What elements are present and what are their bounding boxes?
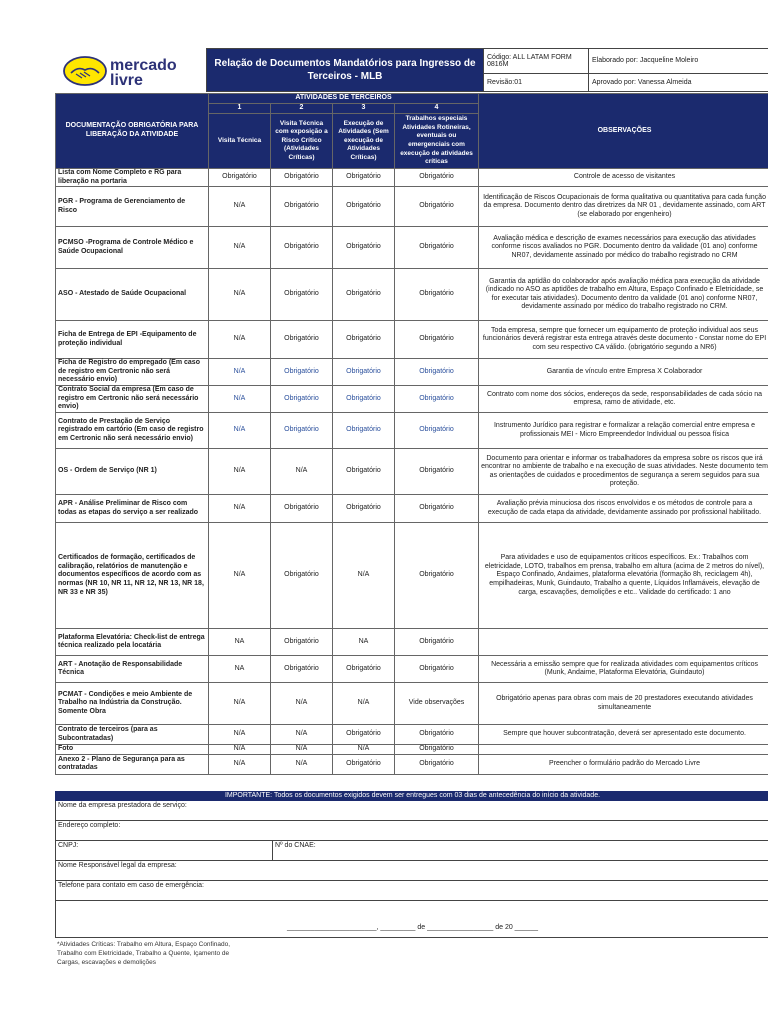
activity-2-requirement: Obrigatório <box>271 359 333 386</box>
table-row <box>56 629 768 656</box>
observation: Garantia da aptidão do colaborador após avaliação médica para execução da atividade (indicado no ASO as aptidões de trabalho em Altura, Espaço Confinado e Eletricidade, se for executar tais atividades). Documento dentro da validade (01 ano) conforme NR07, devidamente assinado por médico do trabalho registrado no CRM. <box>479 269 768 321</box>
activity-3-requirement: N/A <box>333 683 395 725</box>
observation: Controle de acesso de visitantes <box>479 169 768 187</box>
observation: Avaliação prévia minuciosa dos riscos envolvidos e os métodos de controle para a execução de cada etapa da atividade, devidamente assinado por profissional habilitado. <box>479 495 768 523</box>
activity-number: 1 <box>209 104 271 114</box>
activity-1-requirement: N/A <box>209 495 271 523</box>
document-name: Plataforma Elevatória: Check-list de entrega técnica realizado pela locatária <box>56 629 209 656</box>
activity-4-requirement: Obrigatório <box>395 227 479 269</box>
activity-2-requirement: Obrigatório <box>271 656 333 683</box>
activity-label: Execução de Atividades (Sem execução de Atividades Críticas) <box>333 114 395 169</box>
legal-rep-field[interactable] <box>55 861 768 881</box>
cnpj-cnae-row <box>55 841 768 861</box>
activity-3-requirement: Obrigatório <box>333 449 395 495</box>
document-header <box>206 48 768 92</box>
document-name: Anexo 2 - Plano de Segurança para as contratadas <box>56 754 209 774</box>
activity-4-requirement: Obrigatório <box>395 629 479 656</box>
important-banner: IMPORTANTE: Todos os documentos exigidos devem ser entregues com 03 dias de antecedência do início da atividade. <box>55 791 768 801</box>
document-name: PCMAT - Condições e meio Ambiente de Trabalho na Indústria da Construção. Somente Obra <box>56 683 209 725</box>
observation: Necessária a emissão sempre que for realizada atividades com equipamentos críticos (Munk, Andaime, Plataforma Elevatória, Guindauto) <box>479 656 768 683</box>
activity-3-requirement: Obrigatório <box>333 656 395 683</box>
activity-1-requirement: Obrigatório <box>209 169 271 187</box>
activity-4-requirement: Obrigatório <box>395 656 479 683</box>
activity-4-requirement: Obrigatório <box>395 321 479 359</box>
activity-4-requirement: Obrigatório <box>395 449 479 495</box>
address-label: Endereço completo: <box>58 822 121 829</box>
observation <box>479 745 768 755</box>
activity-1-requirement: NA <box>209 629 271 656</box>
legal-rep-label: Nome Responsável legal da empresa: <box>58 862 177 869</box>
critical-activities-footnote: *Atividades Críticas: Trabalho em Altura, Espaço Confinado, Trabalho com Eletricidade, Trabalho a Quente, Içamento de Cargas, escavações e demolições <box>57 941 231 966</box>
doc-column-header: DOCUMENTAÇÃO OBRIGATÓRIA PARA LIBERAÇÃO DA ATIVIDADE <box>56 94 209 169</box>
activity-4-requirement: Obrigatório <box>395 386 479 413</box>
activity-3-requirement: Obrigatório <box>333 495 395 523</box>
observation: Toda empresa, sempre que fornecer um equipamento de proteção individual aos seus funcionários deverá registrar esta entrega através deste documento - Constar nome do EPI com seu respectivo CA válido. (obrigatório segundo a NR6) <box>479 321 768 359</box>
activity-2-requirement: Obrigatório <box>271 227 333 269</box>
table-row <box>56 321 768 359</box>
activity-4-requirement: Obrigatório <box>395 754 479 774</box>
activity-2-requirement: Obrigatório <box>271 413 333 449</box>
document-name: Contrato de terceiros (para as Subcontratadas) <box>56 725 209 745</box>
activity-2-requirement: Obrigatório <box>271 269 333 321</box>
documents-table <box>55 93 768 775</box>
activity-4-requirement: Obrigatório <box>395 187 479 227</box>
activity-label: Visita Técnica com exposição a Risco Crítico (Atividades Críticas) <box>271 114 333 169</box>
emergency-phone-field[interactable] <box>55 881 768 901</box>
activity-2-requirement: Obrigatório <box>271 321 333 359</box>
observations-header: OBSERVAÇÕES <box>479 94 768 169</box>
date-signature-field[interactable] <box>55 901 768 938</box>
activity-3-requirement: Obrigatório <box>333 413 395 449</box>
document-name: Lista com Nome Completo e RG para liberação na portaria <box>56 169 209 187</box>
observation: Garantia de vínculo entre Empresa X Colaborador <box>479 359 768 386</box>
activity-4-requirement: Vide observações <box>395 683 479 725</box>
table-row <box>56 745 768 755</box>
activity-3-requirement: N/A <box>333 523 395 629</box>
activity-3-requirement: N/A <box>333 745 395 755</box>
activity-1-requirement: N/A <box>209 754 271 774</box>
form-code: Código: ALL LATAM FORM 0816M <box>484 49 589 74</box>
activity-2-requirement: N/A <box>271 449 333 495</box>
observation: Preencher o formulário padrão do Mercado Livre <box>479 754 768 774</box>
table-row <box>56 169 768 187</box>
table-row <box>56 725 768 745</box>
table-row <box>56 523 768 629</box>
document-name: PGR - Programa de Gerenciamento de Risco <box>56 187 209 227</box>
cnpj-label: CNPJ: <box>58 842 79 849</box>
activity-1-requirement: N/A <box>209 449 271 495</box>
activity-1-requirement: N/A <box>209 523 271 629</box>
table-row <box>56 754 768 774</box>
document-name: Ficha de Registro do empregado (Em caso de registro em Certronic não será necessário envio) <box>56 359 209 386</box>
table-row <box>56 683 768 725</box>
activity-2-requirement: Obrigatório <box>271 495 333 523</box>
activity-4-requirement: Obrigatório <box>395 495 479 523</box>
activity-number: 2 <box>271 104 333 114</box>
cnae-label: Nº do CNAE: <box>275 842 316 849</box>
activity-3-requirement: NA <box>333 629 395 656</box>
observation: Sempre que houver subcontratação, deverá ser apresentado este documento. <box>479 725 768 745</box>
activity-label: Trabalhos especiais Atividades Rotineiras, eventuais ou emergenciais com execução de atividades críticas <box>395 114 479 169</box>
activities-header: ATIVIDADES DE TERCEIROS <box>209 94 479 104</box>
activity-1-requirement: N/A <box>209 683 271 725</box>
activity-4-requirement: Obrigatório <box>395 359 479 386</box>
observation: Documento para orientar e informar os trabalhadores da empresa sobre os riscos que irá encontrar no ambiente de trabalho e na execução de suas atividades. Neste documento tem as orientações de cuidados e procedimentos de segurança a serem seguidos para sua proteção. <box>479 449 768 495</box>
activity-4-requirement: Obrigatório <box>395 169 479 187</box>
activity-2-requirement: Obrigatório <box>271 187 333 227</box>
activity-4-requirement: Obrigatório <box>395 725 479 745</box>
table-row <box>56 359 768 386</box>
table-row <box>56 386 768 413</box>
observation: Identificação de Riscos Ocupacionais de forma qualitativa ou quantitativa para cada função da empresa. Documento dentro das diretrizes da NR 01 , devidamente assinado, com ART (se elaborado por engenheiro) <box>479 187 768 227</box>
table-row <box>56 187 768 227</box>
activity-3-requirement: Obrigatório <box>333 359 395 386</box>
activity-4-requirement: Obrigatório <box>395 269 479 321</box>
document-name: Certificados de formação, certificados de calibração, relatórios de manutenção e documentos específicos de acordo com as normas (NR 10, NR 11, NR 12, NR 13, NR 18, NR 33 e NR 35) <box>56 523 209 629</box>
cnpj-field[interactable] <box>56 841 273 860</box>
approved-by: Aprovado por: Vanessa Almeida <box>589 73 768 91</box>
activity-2-requirement: N/A <box>271 725 333 745</box>
document-name: OS - Ordem de Serviço (NR 1) <box>56 449 209 495</box>
document-name: Foto <box>56 745 209 755</box>
activity-1-requirement: N/A <box>209 187 271 227</box>
revision: Revisão:01 <box>484 73 589 91</box>
table-row <box>56 449 768 495</box>
activity-2-requirement: Obrigatório <box>271 169 333 187</box>
company-name-field[interactable] <box>55 801 768 821</box>
activity-4-requirement: Obrigatório <box>395 413 479 449</box>
activity-1-requirement: N/A <box>209 745 271 755</box>
activity-3-requirement: Obrigatório <box>333 187 395 227</box>
emergency-phone-label: Telefone para contato em caso de emergência: <box>58 882 204 889</box>
activity-2-requirement: N/A <box>271 754 333 774</box>
activity-2-requirement: N/A <box>271 683 333 725</box>
address-field[interactable] <box>55 821 768 841</box>
activity-label: Visita Técnica <box>209 114 271 169</box>
table-row <box>56 656 768 683</box>
activity-3-requirement: Obrigatório <box>333 169 395 187</box>
activity-number: 4 <box>395 104 479 114</box>
svg-text:mercado: mercado <box>110 57 177 74</box>
table-row <box>56 413 768 449</box>
activity-1-requirement: N/A <box>209 269 271 321</box>
activity-2-requirement: Obrigatório <box>271 523 333 629</box>
cnae-field[interactable] <box>273 841 316 860</box>
document-name: ASO - Atestado de Saúde Ocupacional <box>56 269 209 321</box>
activity-3-requirement: Obrigatório <box>333 227 395 269</box>
observation <box>479 629 768 656</box>
activity-1-requirement: N/A <box>209 227 271 269</box>
activity-3-requirement: Obrigatório <box>333 725 395 745</box>
activity-3-requirement: Obrigatório <box>333 754 395 774</box>
observation: Avaliação médica e descrição de exames necessários para execução das atividades conforme riscos avaliados no PGR. Documento dentro da validade (01 ano) conforme NR07, devidamente assinado por médico do trabalho registrado no CRM <box>479 227 768 269</box>
activity-1-requirement: N/A <box>209 413 271 449</box>
svg-text:livre: livre <box>110 72 143 88</box>
activity-2-requirement: Obrigatório <box>271 629 333 656</box>
document-name: Contrato Social da empresa (Em caso de registro em Certronic não será necessário envio) <box>56 386 209 413</box>
document-name: Ficha de Entrega de EPI -Equipamento de proteção individual <box>56 321 209 359</box>
activity-4-requirement: Obrigatório <box>395 745 479 755</box>
activity-1-requirement: N/A <box>209 725 271 745</box>
observation: Instrumento Jurídico para registrar e formalizar a relação comercial entre empresa e profissionais MEI - Micro Empreendedor Individual ou pessoa física <box>479 413 768 449</box>
company-name-label: Nome da empresa prestadora de serviço: <box>58 802 187 809</box>
document-name: ART - Anotação de Responsabilidade Técnica <box>56 656 209 683</box>
mercado-livre-logo <box>62 54 197 88</box>
document-name: Contrato de Prestação de Serviço registrado em cartório (Em caso de registro em Certronic não será necessário envio) <box>56 413 209 449</box>
observation: Para atividades e uso de equipamentos críticos específicos. Ex.: Trabalhos com eletricidade, LOTO, trabalhos em prensa, trabalho em altura (acima de 2 metros do nível), Espaço Confinado, Andaimes, plataforma elevatória (formação 8h, reciclagem 4h), empilhadeiras, Munk, Guindauto, Trabalho a quente, Líquidos Inflamáveis, elevação de carga, escavações, demolições e etc.. Validade do certificado: 1 ano <box>479 523 768 629</box>
activity-4-requirement: Obrigatório <box>395 523 479 629</box>
observation: Contrato com nome dos sócios, endereços da sede, responsabilidades de cada sócio na empresa, ramo de atividade, etc. <box>479 386 768 413</box>
table-row <box>56 495 768 523</box>
activity-1-requirement: N/A <box>209 321 271 359</box>
activity-3-requirement: Obrigatório <box>333 269 395 321</box>
contractor-form <box>55 791 768 938</box>
table-row <box>56 227 768 269</box>
document-name: APR - Análise Preliminar de Risco com todas as etapas do serviço a ser realizado <box>56 495 209 523</box>
observation: Obrigatório apenas para obras com mais de 20 prestadores executando atividades simultaneamente <box>479 683 768 725</box>
date-line: _______________________, _________ de _________________ de 20 ______ <box>286 924 539 931</box>
prepared-by: Elaborado por: Jacqueline Moleiro <box>589 49 768 74</box>
activity-3-requirement: Obrigatório <box>333 386 395 413</box>
document-name: PCMSO -Programa de Controle Médico e Saúde Ocupacional <box>56 227 209 269</box>
activity-number: 3 <box>333 104 395 114</box>
document-title: Relação de Documentos Mandatórios para Ingresso de Terceiros - MLB <box>207 49 484 92</box>
activity-2-requirement: N/A <box>271 745 333 755</box>
activity-1-requirement: N/A <box>209 386 271 413</box>
table-row <box>56 269 768 321</box>
activity-3-requirement: Obrigatório <box>333 321 395 359</box>
activity-2-requirement: Obrigatório <box>271 386 333 413</box>
activity-1-requirement: NA <box>209 656 271 683</box>
activity-1-requirement: N/A <box>209 359 271 386</box>
